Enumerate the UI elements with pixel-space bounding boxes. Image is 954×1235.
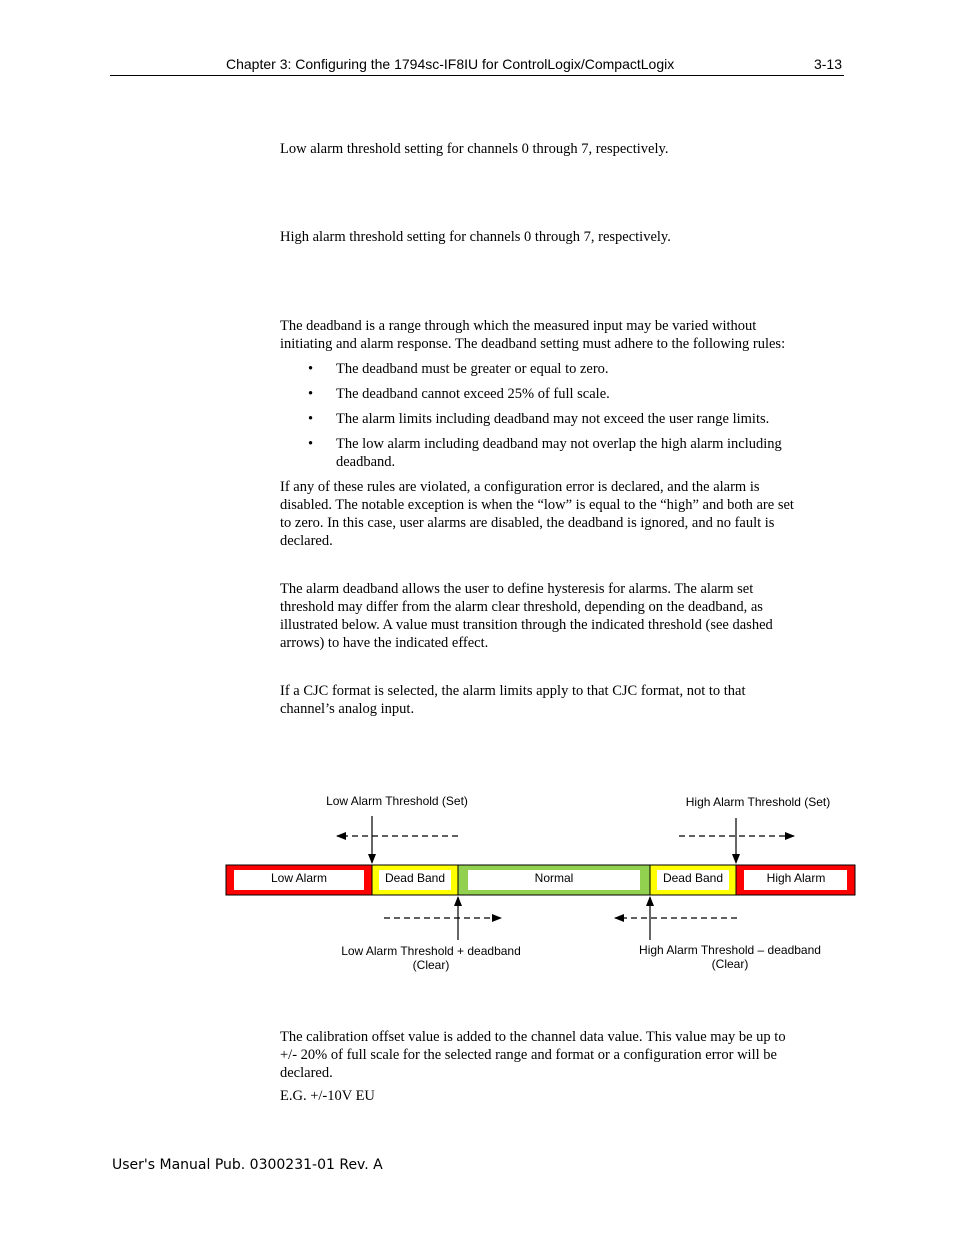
cjc-line-2: channel’s analog input. xyxy=(280,701,415,717)
low-set-label: Low Alarm Threshold (Set) xyxy=(326,794,468,808)
rule-item: • The deadband cannot exceed 25% of full scale. xyxy=(280,385,842,403)
rules-violation-line-2: disabled. The notable exception is when the “low” is equal to the “high” and both are set xyxy=(280,497,794,513)
example-text: E.G. +/-10V EU xyxy=(280,1088,375,1104)
normal-zone-label: Normal xyxy=(534,871,574,885)
rule-item: • The alarm limits including deadband may not exceed the user range limits. xyxy=(280,410,842,428)
high-alarm-text: High alarm threshold setting for channels 0 through 7, respectively. xyxy=(280,229,671,245)
hysteresis-line-1: The alarm deadband allows the user to define hysteresis for alarms. The alarm set xyxy=(280,581,754,597)
high-dead-band-label: Dead Band xyxy=(662,871,724,885)
calibration-line-2: +/- 20% of full scale for the selected range and format or a configuration error will be xyxy=(280,1047,777,1063)
deadband-intro-line-1: The deadband is a range through which the measured input may be varied without xyxy=(280,318,757,334)
calibration-line-1: The calibration offset value is added to the channel data value. This value may be up to xyxy=(280,1029,786,1045)
calibration-paragraph xyxy=(280,1028,842,1082)
rules-violation-line-3: to zero. In this case, user alarms are disabled, the deadband is ignored, and no fault is xyxy=(280,515,775,531)
low-clear-label-line-2: (Clear) xyxy=(412,958,450,972)
rule-item: • The deadband must be greater or equal to zero. xyxy=(280,360,842,378)
high-alarm-zone-label: High Alarm xyxy=(766,871,826,885)
rule-item-line-1: The low alarm including deadband may not overlap the high alarm including xyxy=(336,436,782,452)
page-number: 3-13 xyxy=(813,56,842,72)
rules-violation-line-1: If any of these rules are violated, a configuration error is declared, and the alarm is xyxy=(280,479,760,495)
high-clear-label-line-1: High Alarm Threshold – deadband xyxy=(639,943,821,957)
low-alarm-zone-label: Low Alarm xyxy=(270,871,328,885)
rules-violation-line-4: declared. xyxy=(280,533,333,549)
high-clear-label-line-2: (Clear) xyxy=(711,957,749,971)
low-alarm-text: Low alarm threshold setting for channels 0 through 7, respectively. xyxy=(280,141,669,157)
hysteresis-line-4: arrows) to have the indicated effect. xyxy=(280,635,489,651)
high-set-label: High Alarm Threshold (Set) xyxy=(685,795,831,809)
chapter-title: Chapter 3: Configuring the 1794sc-IF8IU for ControlLogix/CompactLogix xyxy=(226,56,675,72)
deadband-intro-line-2: initiating and alarm response. The deadband setting must adhere to the following rules: xyxy=(280,336,786,352)
example-paragraph xyxy=(280,1087,842,1105)
calibration-line-3: declared. xyxy=(280,1065,333,1081)
cjc-line-1: If a CJC format is selected, the alarm limits apply to that CJC format, not to that xyxy=(280,683,746,699)
alarm-zone-bar xyxy=(226,865,855,895)
hysteresis-line-3: illustrated below. A value must transition through the indicated threshold (see dashed xyxy=(280,617,773,633)
low-dead-band-label: Dead Band xyxy=(384,871,446,885)
low-clear-label-line-1: Low Alarm Threshold + deadband xyxy=(341,944,521,958)
rule-item-line-2: deadband. xyxy=(336,454,396,470)
page-footer: User's Manual Pub. 0300231-01 Rev. A xyxy=(112,1157,383,1173)
hysteresis-line-2: threshold may differ from the alarm clear threshold, depending on the deadband, as xyxy=(280,599,763,615)
